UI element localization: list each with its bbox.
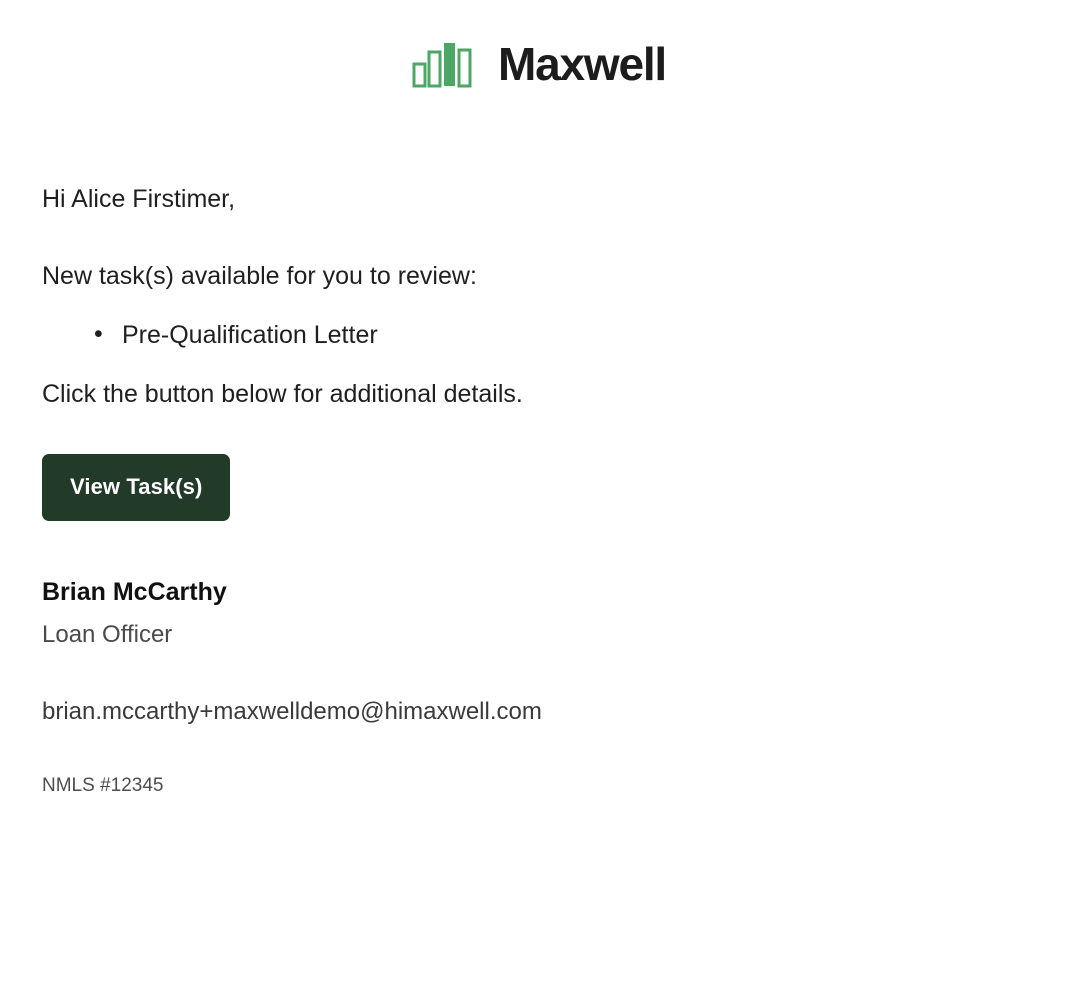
intro-text: New task(s) available for you to review: bbox=[42, 262, 477, 291]
signature-block bbox=[42, 577, 1036, 797]
email-header bbox=[0, 0, 1078, 88]
brand-logo bbox=[412, 40, 666, 88]
signature-nmls: NMLS #12345 bbox=[42, 774, 164, 796]
brand-name: Maxwell bbox=[497, 38, 666, 90]
email-content bbox=[0, 184, 1078, 798]
view-tasks-button[interactable]: View Task(s) bbox=[42, 454, 230, 521]
bar-chart-logo-icon bbox=[412, 40, 484, 88]
task-list bbox=[42, 319, 1036, 352]
signature-name: Brian McCarthy bbox=[42, 578, 227, 607]
greeting-text: Hi Alice Firstimer, bbox=[42, 185, 236, 213]
cta-note-text: Click the button below for additional details. bbox=[42, 380, 523, 408]
signature-email-link[interactable]: brian.mccarthy+maxwelldemo@himaxwell.com bbox=[42, 698, 542, 726]
list-item: • Pre-Qualification Letter bbox=[94, 319, 1036, 352]
signature-title: Loan Officer bbox=[42, 621, 173, 649]
